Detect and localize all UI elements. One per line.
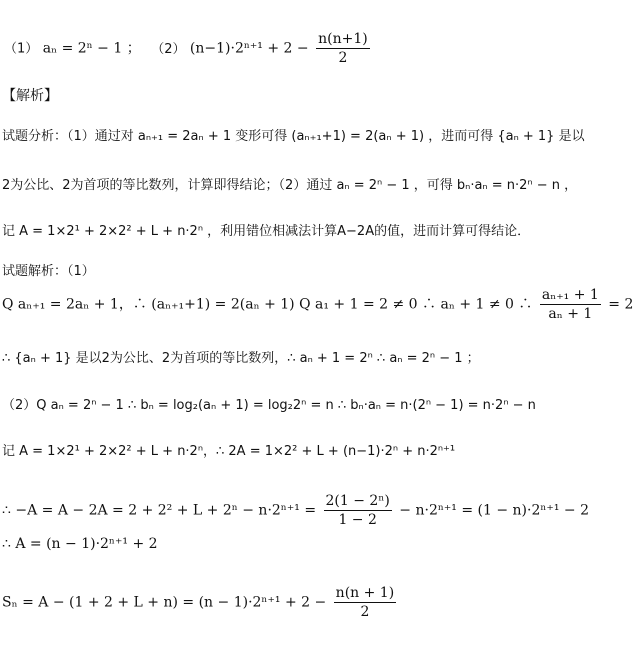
solution-line-7 — [2, 584, 399, 621]
solution-line-1 — [2, 286, 633, 323]
analysis-heading: 【解析】 — [2, 88, 58, 104]
solution-line-4: 记 A = 1×2¹ + 2×2² + L + n·2ⁿ，∴ 2A = 1×2² + L + (n−1)·2ⁿ + n·2ⁿ⁺¹ — [2, 444, 456, 459]
solution-line-5 — [2, 492, 589, 529]
solution-line-5-fraction — [324, 492, 392, 529]
analysis-line-2: 2为公比、2为首项的等比数列，计算即得结论；（2）通过 aₙ = 2ⁿ − 1 ，可得 bₙ·aₙ = n·2ⁿ − n ， — [2, 178, 578, 193]
analysis-line-1: 试题分析：（1）通过对 aₙ₊₁ = 2aₙ + 1 变形可得 (aₙ₊₁+1) = 2(aₙ + 1) ，进而可得 {aₙ + 1} 是以 — [2, 129, 585, 144]
fraction-numerator: n(n + 1) — [335, 585, 395, 601]
solution-line-5-result: − n·2ⁿ⁺¹ = (1 − n)·2ⁿ⁺¹ − 2 — [399, 502, 589, 519]
fraction-denominator: 1 − 2 — [338, 512, 377, 528]
answer-part1-formula: aₙ = 2ⁿ − 1 ； — [42, 40, 141, 57]
answer-part2-formula: (n−1)·2ⁿ⁺¹ + 2 − — [189, 40, 309, 57]
solution-line-7-fraction — [334, 584, 397, 621]
solution-line-3: （2）Q aₙ = 2ⁿ − 1 ∴ bₙ = log₂(aₙ + 1) = log₂2ⁿ = n ∴ bₙ·aₙ = n·(2ⁿ − 1) = n·2ⁿ − n — [2, 398, 536, 413]
answer-line — [4, 30, 373, 67]
analysis-line-3: 记 A = 1×2¹ + 2×2² + L + n·2ⁿ ，利用错位相减法计算A−2A的值，进而计算可得结论． — [2, 224, 531, 239]
fraction-numerator: aₙ₊₁ + 1 — [541, 287, 599, 303]
solution-label: 试题解析：（1） — [2, 264, 95, 279]
solution-line-1-result: = 2 — [608, 296, 633, 313]
solution-line-1-fraction — [540, 286, 601, 323]
fraction-denominator: 2 — [360, 604, 370, 620]
solution-line-7-formula: Sₙ = A − (1 + 2 + L + n) = (n − 1)·2ⁿ⁺¹ + 2 − — [2, 594, 327, 611]
fraction-denominator: 2 — [338, 50, 348, 66]
fraction-numerator: n(n+1) — [318, 31, 368, 47]
answer-part1-label: （1） — [4, 41, 39, 57]
solution-line-6: ∴ A = (n − 1)·2ⁿ⁺¹ + 2 — [2, 536, 158, 552]
answer-part2-fraction — [316, 30, 370, 67]
answer-part2-label: （2） — [151, 41, 186, 57]
solution-line-1-formula: Q aₙ₊₁ = 2aₙ + 1，∴ (aₙ₊₁+1) = 2(aₙ + 1) Q a₁ + 1 = 2 ≠ 0 ∴ aₙ + 1 ≠ 0 ∴ — [2, 296, 533, 313]
fraction-denominator: aₙ + 1 — [548, 306, 593, 322]
solution-line-2: ∴ {aₙ + 1} 是以2为公比、2为首项的等比数列，∴ aₙ + 1 = 2ⁿ ∴ aₙ = 2ⁿ − 1 ； — [2, 351, 480, 366]
fraction-numerator: 2(1 − 2ⁿ) — [325, 493, 390, 509]
solution-line-5-formula: ∴ −A = A − 2A = 2 + 2² + L + 2ⁿ − n·2ⁿ⁺¹ = — [2, 502, 317, 519]
